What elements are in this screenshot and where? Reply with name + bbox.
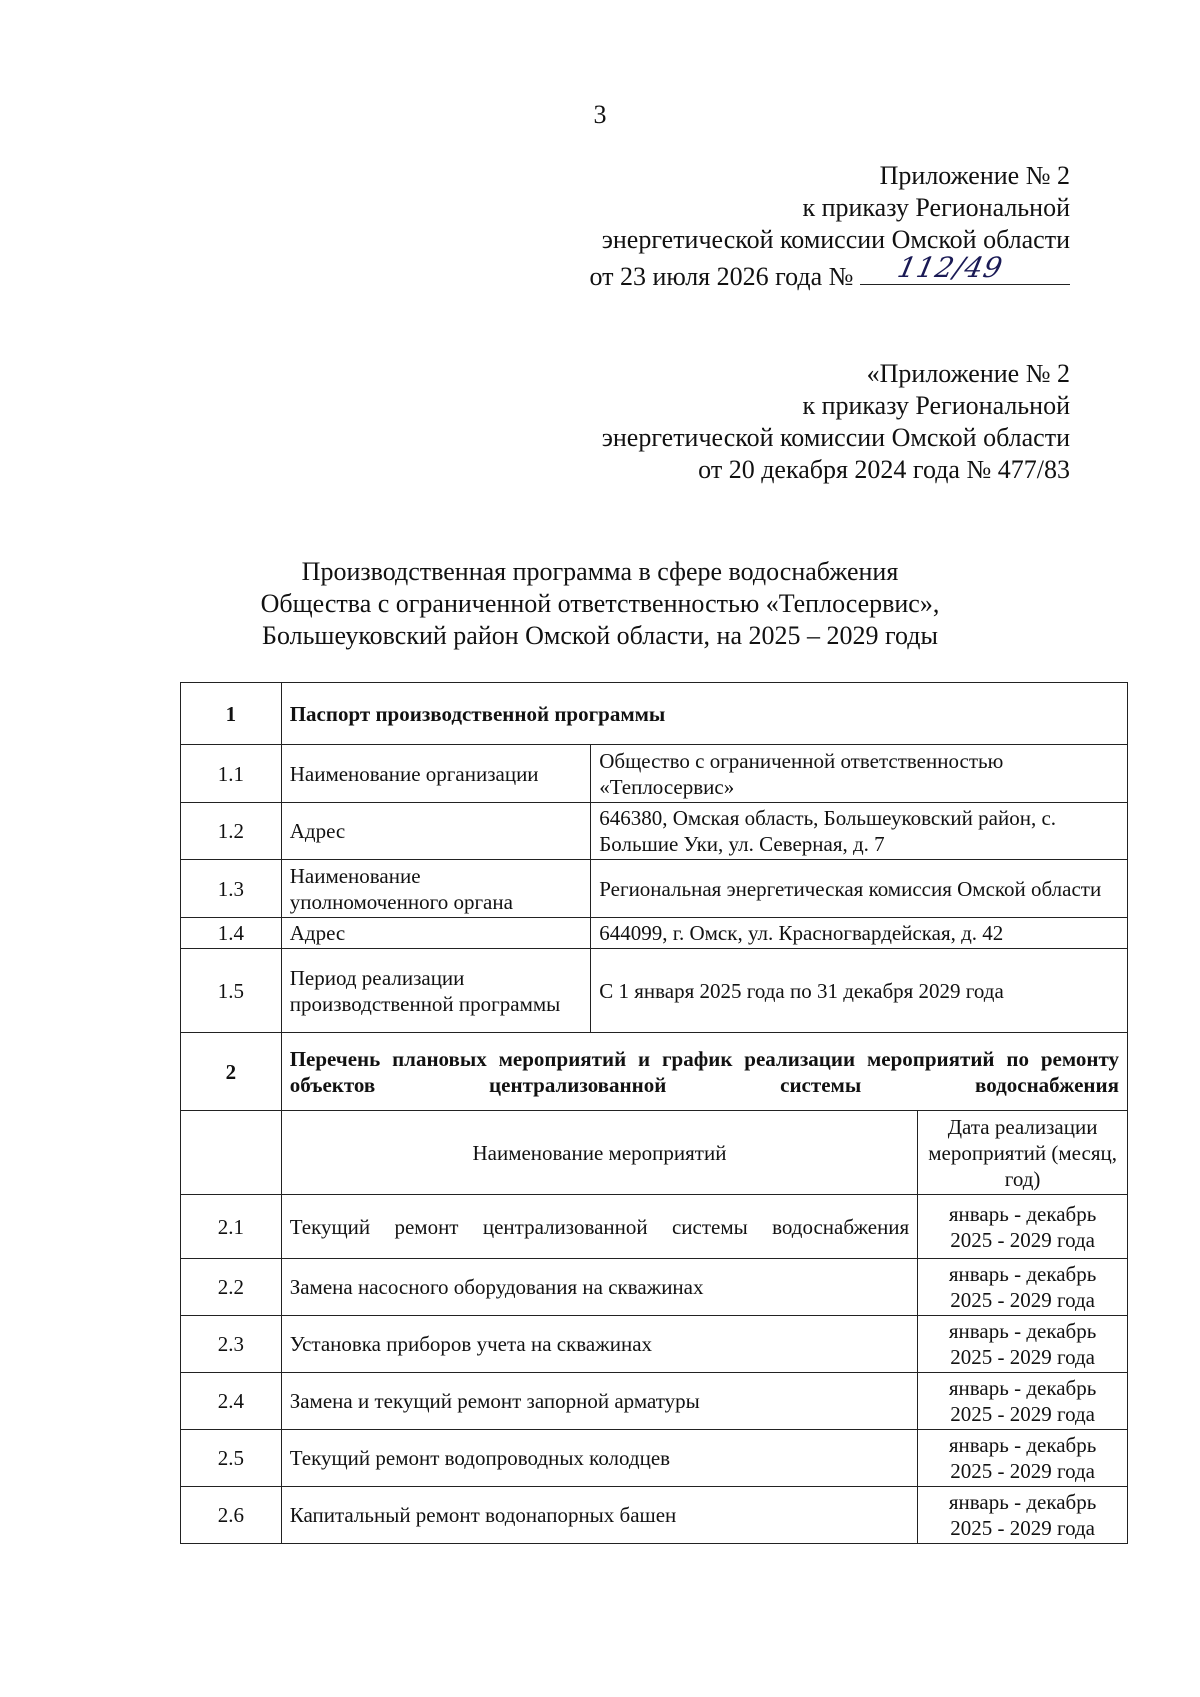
date-years: 2025 - 2029 года <box>950 1345 1095 1369</box>
table-row <box>181 1259 1128 1316</box>
row-label: Адрес <box>281 803 591 860</box>
activity-date <box>918 1487 1128 1544</box>
table-row <box>181 1195 1128 1259</box>
date-years: 2025 - 2029 года <box>950 1459 1095 1483</box>
date-years: 2025 - 2029 года <box>950 1288 1095 1312</box>
column-header-activity: Наименование мероприятий <box>281 1111 917 1195</box>
section-number: 1 <box>181 683 282 745</box>
row-number: 2.6 <box>181 1487 282 1544</box>
activity-name: Замена и текущий ремонт запорной арматуры <box>281 1373 917 1430</box>
activity-date <box>918 1373 1128 1430</box>
appendix-title: Приложение № 2 <box>879 161 1070 190</box>
column-header-date: Дата реализации мероприятий (месяц, год) <box>918 1111 1128 1195</box>
activity-date <box>918 1195 1128 1259</box>
section-header-row <box>181 683 1128 745</box>
column-header-row <box>181 1111 1128 1195</box>
table-row <box>181 1316 1128 1373</box>
row-value: С 1 января 2025 года по 31 декабря 2029 года <box>591 949 1128 1033</box>
old-appendix-commission: энергетической комиссии Омской области <box>601 423 1070 452</box>
date-years: 2025 - 2029 года <box>950 1516 1095 1540</box>
row-number: 1.2 <box>181 803 282 860</box>
activity-name: Замена насосного оборудования на скважинах <box>281 1259 917 1316</box>
section-title: Паспорт производственной программы <box>281 683 1127 745</box>
activity-name: Капитальный ремонт водонапорных башен <box>281 1487 917 1544</box>
table-row <box>181 918 1128 949</box>
table-row <box>181 1373 1128 1430</box>
row-value: 644099, г. Омск, ул. Красногвардейская, д. 42 <box>591 918 1128 949</box>
appendix-order-ref: к приказу Региональной <box>802 193 1070 222</box>
appendix-date: от 23 июля 2026 года № <box>589 262 854 291</box>
row-number: 1.3 <box>181 860 282 918</box>
table-row <box>181 1487 1128 1544</box>
section-title: Перечень плановых мероприятий и график реализации мероприятий по ремонту объектов централизованной системы водоснабжения <box>281 1033 1127 1111</box>
old-appendix-order-ref: к приказу Региональной <box>802 391 1070 420</box>
row-number: 1.4 <box>181 918 282 949</box>
date-months: январь - декабрь <box>948 1490 1097 1514</box>
date-months: январь - декабрь <box>948 1201 1097 1226</box>
table-row <box>181 745 1128 803</box>
row-label: Наименование организации <box>281 745 591 803</box>
activity-date <box>918 1259 1128 1316</box>
title-line: Большеуковский район Омской области, на 2025 – 2029 годы <box>262 621 938 650</box>
date-months: январь - декабрь <box>948 1262 1097 1286</box>
row-number: 2.4 <box>181 1373 282 1430</box>
activity-date <box>918 1430 1128 1487</box>
page-number: 3 <box>593 100 607 129</box>
date-months: январь - декабрь <box>948 1319 1097 1343</box>
row-label: Период реализации производственной программы <box>281 949 591 1033</box>
row-label: Адрес <box>281 918 591 949</box>
row-value: 646380, Омская область, Большеуковский район, с. Большие Уки, ул. Северная, д. 7 <box>591 803 1128 860</box>
old-appendix-date: от 20 декабря 2024 года № 477/83 <box>698 455 1070 484</box>
row-label: Наименование уполномоченного органа <box>281 860 591 918</box>
activity-name: Установка приборов учета на скважинах <box>281 1316 917 1373</box>
row-number: 2.3 <box>181 1316 282 1373</box>
appendix-date-line <box>589 251 1071 293</box>
table-row <box>181 803 1128 860</box>
document-title <box>0 556 1200 652</box>
row-number: 2.1 <box>181 1195 282 1259</box>
section-header-row <box>181 1033 1128 1111</box>
program-table <box>180 682 1128 1544</box>
table-row <box>181 949 1128 1033</box>
title-line: Производственная программа в сфере водоснабжения <box>301 557 899 586</box>
title-line: Общества с ограниченной ответственностью «Теплосервис», <box>260 589 940 618</box>
appendix-header-old <box>602 358 1070 486</box>
activity-name: Текущий ремонт централизованной системы водоснабжения <box>281 1195 917 1259</box>
activity-name: Текущий ремонт водопроводных колодцев <box>281 1430 917 1487</box>
row-number: 1.1 <box>181 745 282 803</box>
section-number: 2 <box>181 1033 282 1111</box>
row-value: Региональная энергетическая комиссия Омской области <box>591 860 1128 918</box>
table-row <box>181 1430 1128 1487</box>
empty-cell <box>181 1111 282 1195</box>
date-years: 2025 - 2029 года <box>950 1227 1095 1252</box>
date-years: 2025 - 2029 года <box>950 1402 1095 1426</box>
order-number-field <box>860 251 1070 285</box>
date-months: январь - декабрь <box>948 1376 1097 1400</box>
handwritten-order-number: 112/49 <box>894 251 1007 284</box>
row-number: 2.2 <box>181 1259 282 1316</box>
table-row <box>181 860 1128 918</box>
row-number: 1.5 <box>181 949 282 1033</box>
appendix-header-new <box>590 160 1071 293</box>
appendix-commission: энергетической комиссии Омской области <box>601 225 1070 254</box>
row-value: Общество с ограниченной ответственностью «Теплосервис» <box>591 745 1128 803</box>
date-months: январь - декабрь <box>948 1433 1097 1457</box>
activity-date <box>918 1316 1128 1373</box>
old-appendix-title: «Приложение № 2 <box>866 359 1070 388</box>
row-number: 2.5 <box>181 1430 282 1487</box>
